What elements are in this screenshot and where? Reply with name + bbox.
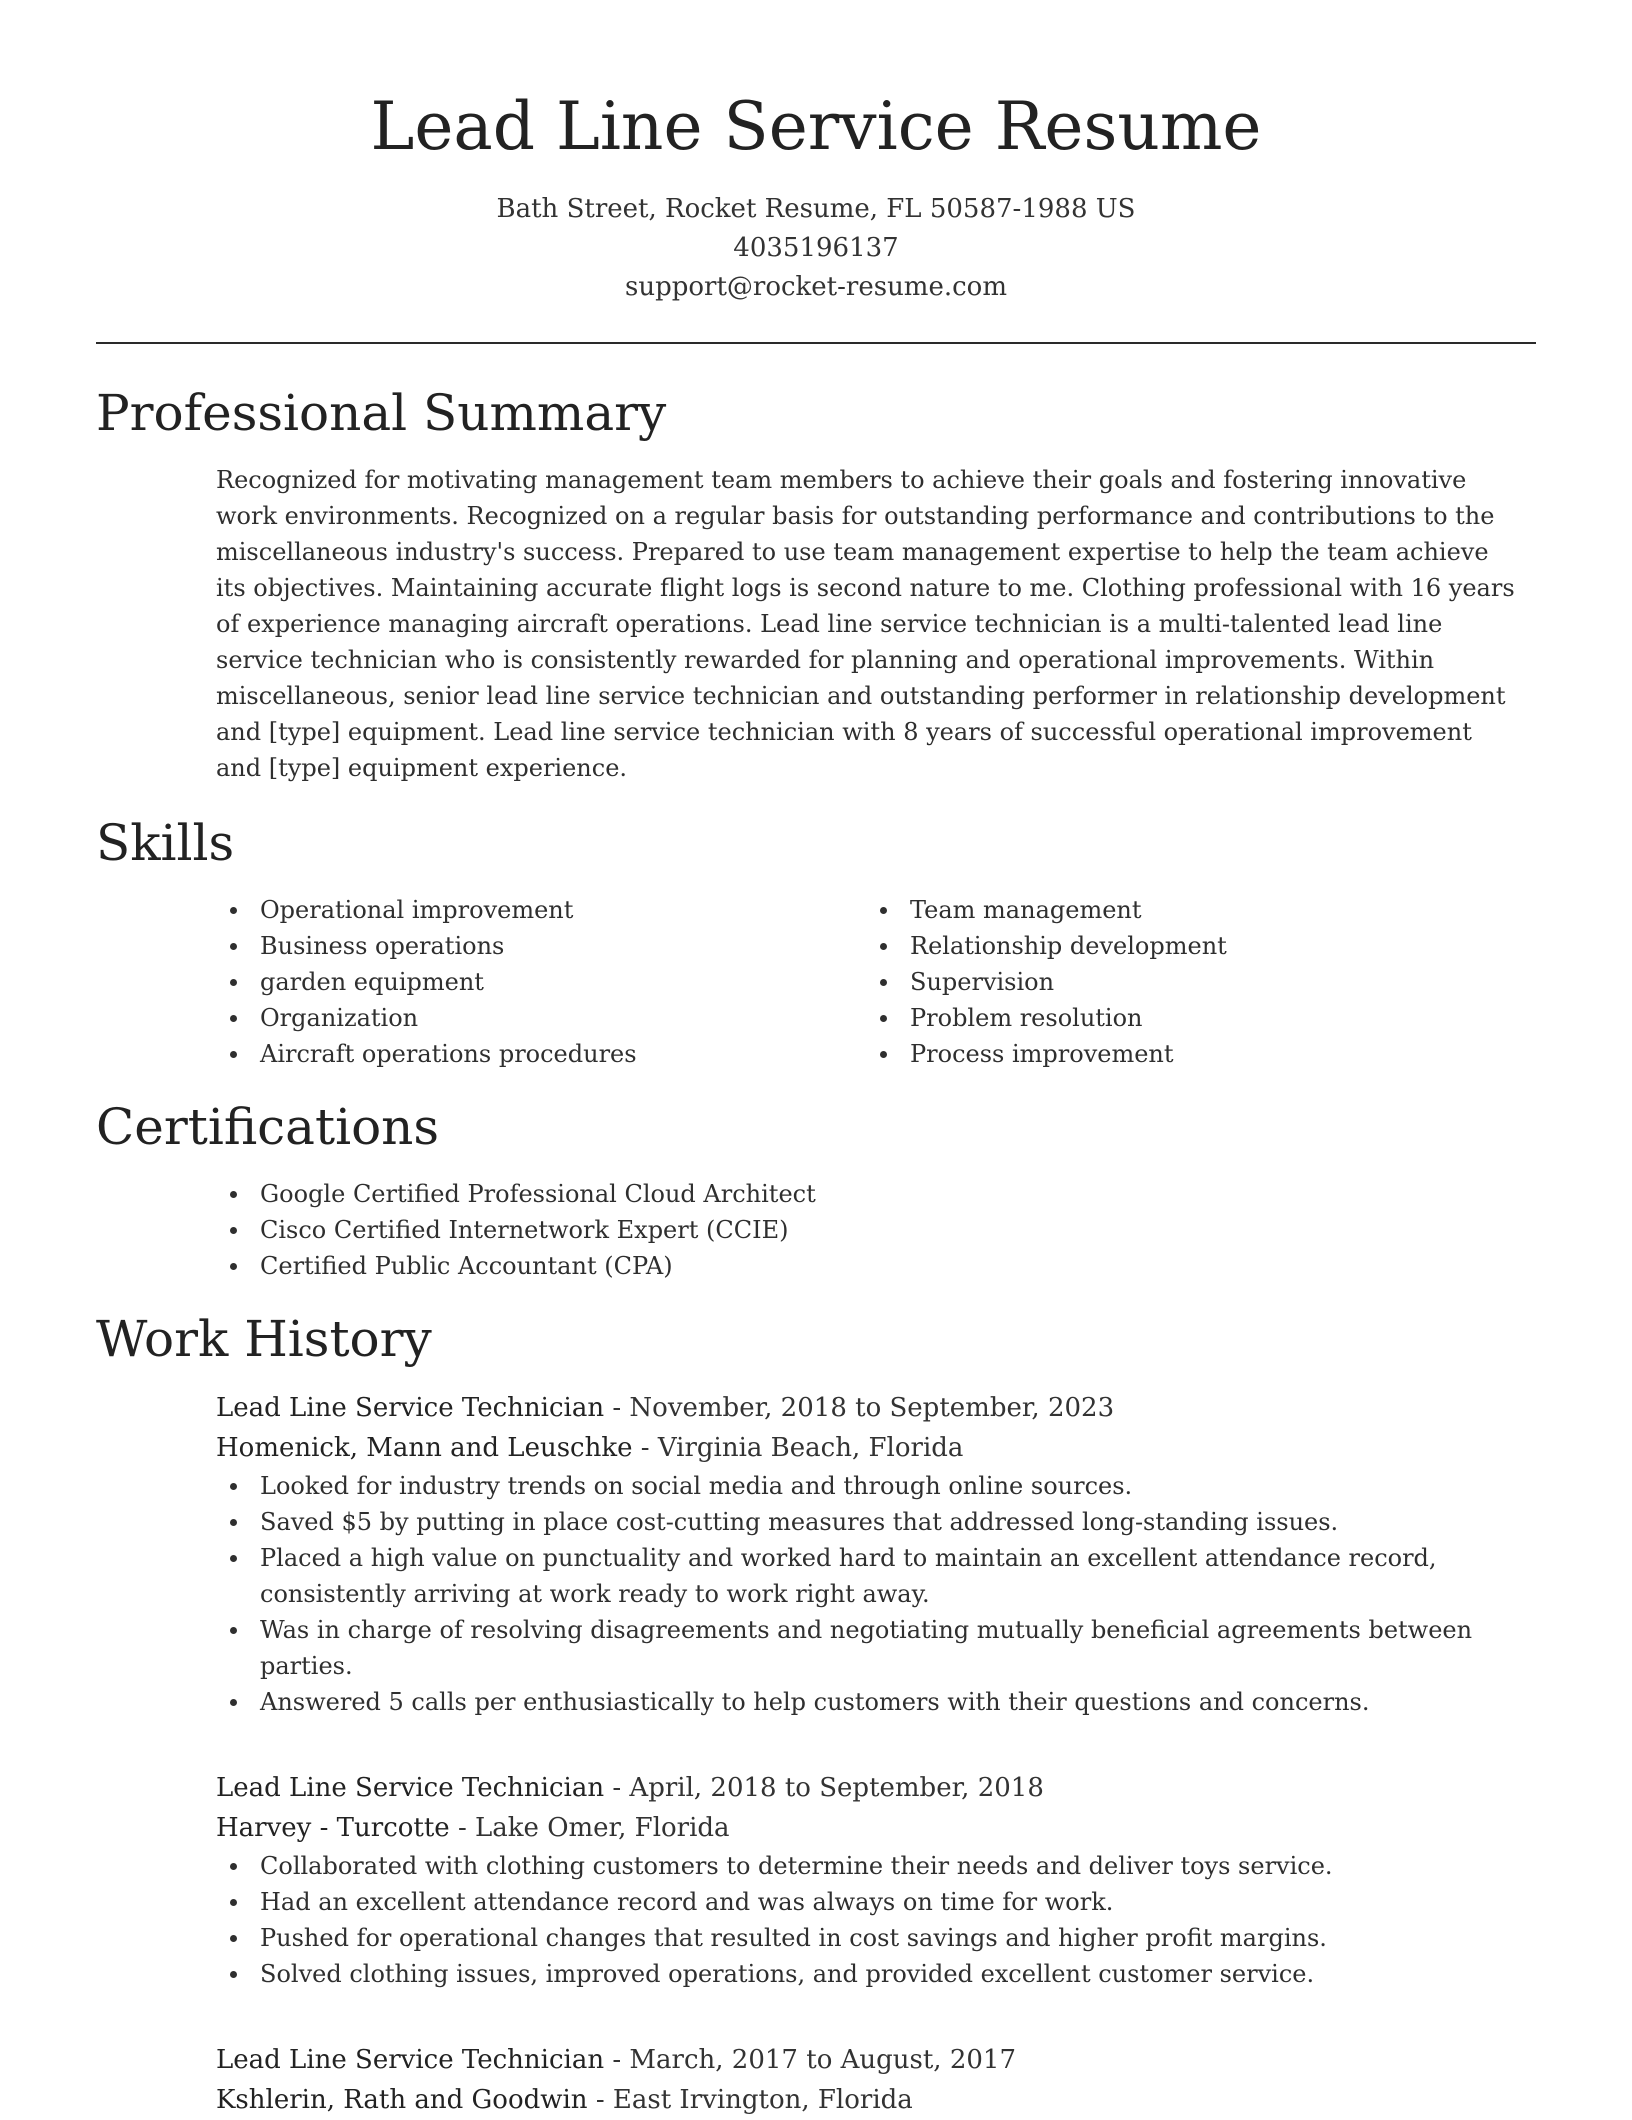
job-bullet-list [216,1468,1476,1720]
job-location: East Irvington, Florida [612,2085,913,2115]
skills-column-right [866,892,1466,1072]
address-text: Bath Street, Rocket Resume, FL 50587-1988 US [496,194,1136,224]
skill-item: Supervision [866,964,1466,1000]
job-company: Kshlerin, Rath and Goodwin [216,2085,588,2115]
job-bullet: Looked for industry trends on social media and through online sources. [216,1468,1476,1504]
job-company: Harvey - Turcotte [216,1813,450,1843]
certification-item: Google Certified Professional Cloud Architect [216,1176,1416,1212]
email-text: support@rocket-resume.com [624,272,1007,302]
job-title: Lead Line Service Technician [216,2045,605,2075]
skill-item: Business operations [216,928,816,964]
certifications-list [216,1176,1416,1284]
job-bullet-list [216,1848,1476,1992]
skill-item: Problem resolution [866,1000,1466,1036]
job-company: Homenick, Mann and Leuschke [216,1433,633,1463]
job-title-line [216,1768,1516,1808]
skills-column-left [216,892,816,1072]
job-title-line [216,2040,1516,2080]
job-bullet: Placed a high value on punctuality and worked hard to maintain an excellent attendance record, consistently arriving at work ready to work right away. [216,1540,1476,1612]
summary-text: Recognized for motivating management team members to achieve their goals and fostering innovative work environments. Recognized on a regular basis for outstanding performance and contributions to the miscellaneous industry's success. Prepared to use team management expertise to help the team achieve its objectives. Maintaining accurate flight logs is second nature to me. Clothing professional with 16 years of experience managing aircraft operations. Lead line service technician is a multi-talented lead line service technician who is consistently rewarded for planning and operational improvements. Within miscellaneous, senior lead line service technician and outstanding performer in relationship development and [type] equipment. Lead line service technician with 8 years of successful operational improvement and [type] equipment experience. [216,466,1515,782]
certifications-section [216,1176,1416,1284]
job-title: Lead Line Service Technician [216,1393,605,1423]
skill-item: garden equipment [216,964,816,1000]
job-dates: November, 2018 to September, 2023 [629,1393,1115,1423]
job-bullet: Answered 5 calls per enthusiastically to help customers with their questions and concerns. [216,1684,1476,1720]
separator: - [632,1433,658,1463]
header-divider [96,342,1536,344]
skill-item: Organization [216,1000,816,1036]
skill-item: Aircraft operations procedures [216,1036,816,1072]
job-location: Virginia Beach, Florida [657,1433,964,1463]
contact-info [0,190,1632,307]
job-company-line [216,1428,1516,1468]
skill-item: Process improvement [866,1036,1466,1072]
job-company-line [216,2080,1516,2120]
skill-item: Operational improvement [216,892,816,928]
skill-item: Team management [866,892,1466,928]
resume-title: Lead Line Service Resume [370,88,1262,165]
job-entry [216,2040,1516,2120]
job-bullet: Collaborated with clothing customers to determine their needs and deliver toys service. [216,1848,1476,1884]
job-entry [216,1768,1516,1992]
job-title-line [216,1388,1516,1428]
certification-item: Cisco Certified Internetwork Expert (CCIE) [216,1212,1416,1248]
separator: - [604,1773,630,1803]
certification-item: Certified Public Accountant (CPA) [216,1248,1416,1284]
job-title: Lead Line Service Technician [216,1773,605,1803]
skills-heading: Skills [96,814,235,872]
certifications-heading: Certifications [96,1098,440,1156]
job-bullet: Saved $5 by putting in place cost-cutting measures that addressed long-standing issues. [216,1504,1476,1540]
separator: - [604,1393,630,1423]
skills-list-left [216,892,816,1072]
job-dates: March, 2017 to August, 2017 [629,2045,1017,2075]
job-dates: April, 2018 to September, 2018 [629,1773,1044,1803]
work-history-heading: Work History [96,1310,432,1368]
phone-text: 4035196137 [733,233,899,263]
separator: - [604,2045,630,2075]
skills-list-right [866,892,1466,1072]
separator: - [587,2085,613,2115]
job-location: Lake Omer, Florida [475,1813,730,1843]
job-bullet: Had an excellent attendance record and was always on time for work. [216,1884,1476,1920]
separator: - [449,1813,476,1843]
summary-heading: Professional Summary [96,384,667,442]
skill-item: Relationship development [866,928,1466,964]
job-bullet: Pushed for operational changes that resulted in cost savings and higher profit margins. [216,1920,1476,1956]
job-entry [216,1388,1516,1720]
job-company-line [216,1808,1516,1848]
job-bullet: Was in charge of resolving disagreements and negotiating mutually beneficial agreements between parties. [216,1612,1476,1684]
job-bullet: Solved clothing issues, improved operations, and provided excellent customer service. [216,1956,1476,1992]
